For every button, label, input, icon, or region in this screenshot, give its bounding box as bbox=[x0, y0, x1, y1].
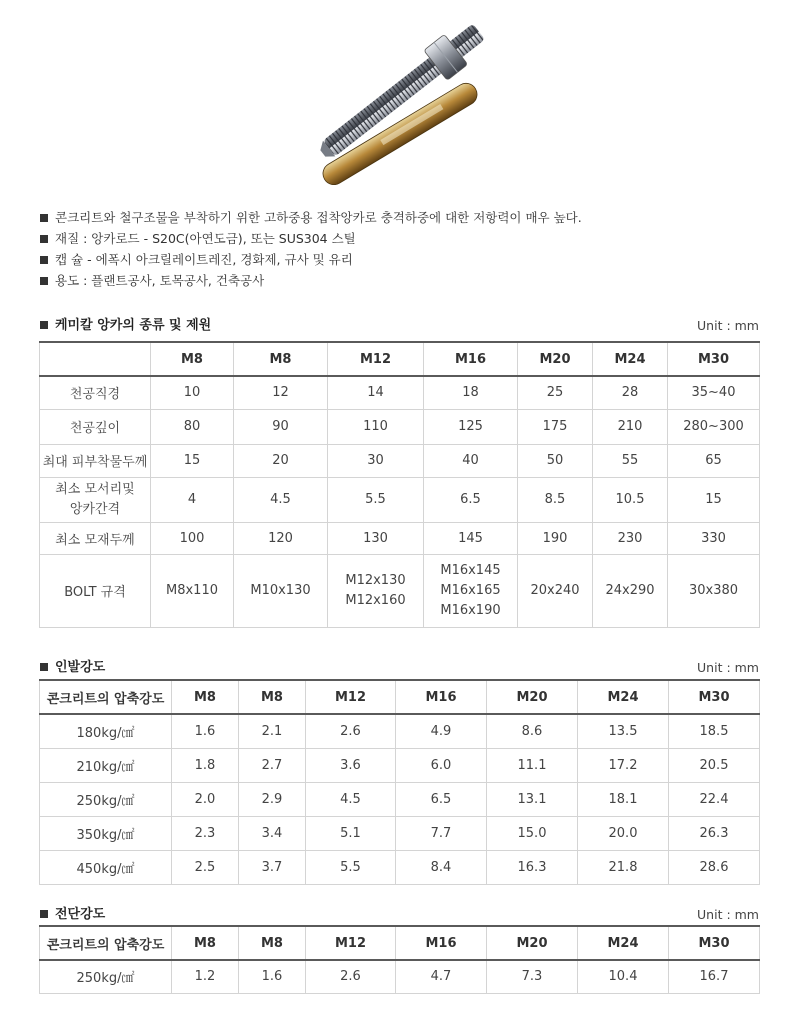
table-cell bbox=[328, 376, 424, 409]
row-label bbox=[40, 409, 151, 444]
table-cell bbox=[593, 444, 668, 477]
table-cell-line: M12x130 bbox=[345, 572, 406, 588]
table-cell bbox=[234, 444, 328, 477]
table-cell bbox=[518, 409, 593, 444]
table-cell-line: 18 bbox=[462, 385, 479, 401]
table-cell: 4.7 bbox=[396, 960, 487, 993]
table-cell bbox=[151, 477, 234, 522]
description-item: 콘크리트와 철구조물을 부착하기 위한 고하중용 접착앙카로 충격하중에 대한 저항력이 매우 높다. bbox=[40, 207, 760, 228]
column-header: M8 bbox=[234, 342, 328, 376]
strength-label: 350kg/㎠ bbox=[40, 816, 172, 850]
table-cell-line: M12x160 bbox=[345, 592, 406, 608]
column-header: M8 bbox=[172, 926, 239, 960]
table-cell: 16.3 bbox=[487, 850, 578, 884]
table-cell: 15.0 bbox=[487, 816, 578, 850]
bullet-square-icon bbox=[40, 663, 48, 671]
table-cell-line: 100 bbox=[179, 530, 205, 546]
table-cell-line: 130 bbox=[363, 530, 388, 546]
table-cell bbox=[518, 554, 593, 627]
table-cell-line: 55 bbox=[621, 453, 639, 468]
table-cell: 1.6 bbox=[239, 960, 306, 993]
pullout-unit-label: Unit : mm bbox=[697, 660, 759, 675]
table-cell: 1.8 bbox=[172, 748, 239, 782]
column-header: M12 bbox=[306, 680, 396, 714]
column-header: M30 bbox=[668, 342, 760, 376]
table-cell-line: 35~40 bbox=[691, 385, 736, 401]
column-header: M30 bbox=[669, 680, 760, 714]
row-label-line: 최대 피부착물두께 bbox=[42, 455, 148, 470]
table-cell bbox=[518, 376, 593, 409]
table-cell: 5.1 bbox=[306, 816, 396, 850]
table-row bbox=[40, 816, 760, 850]
table-cell: 3.6 bbox=[306, 748, 396, 782]
table-row bbox=[40, 444, 760, 477]
row-label-line: 천공직경 bbox=[69, 387, 121, 403]
bullet-square-icon bbox=[40, 256, 48, 264]
bullet-square-icon bbox=[40, 277, 48, 285]
table-cell: 18.1 bbox=[578, 782, 669, 816]
table-row bbox=[40, 376, 760, 409]
table-cell: 13.1 bbox=[487, 782, 578, 816]
table-row bbox=[40, 409, 760, 444]
column-header: M30 bbox=[669, 926, 760, 960]
strength-label: 250kg/㎠ bbox=[40, 782, 172, 816]
table-cell bbox=[424, 477, 518, 522]
table-cell: 2.3 bbox=[172, 816, 239, 850]
table-cell-line: 20x240 bbox=[530, 583, 580, 598]
table-cell-line: 14 bbox=[367, 385, 384, 401]
table-cell bbox=[151, 376, 234, 409]
table-cell: 2.5 bbox=[172, 850, 239, 884]
table-cell bbox=[518, 477, 593, 522]
table-cell bbox=[234, 376, 328, 409]
table-cell bbox=[424, 554, 518, 627]
table-cell-line: 6.5 bbox=[460, 492, 481, 507]
column-header: M16 bbox=[424, 342, 518, 376]
shear-section-title: 전단강도 bbox=[40, 906, 105, 924]
table-cell-line: 40 bbox=[462, 453, 479, 468]
table-cell bbox=[593, 376, 668, 409]
table-cell-line: 10.5 bbox=[615, 492, 645, 507]
table-cell-line: 110 bbox=[363, 419, 388, 434]
table-cell bbox=[424, 444, 518, 477]
bullet-square-icon bbox=[40, 321, 48, 329]
table-cell-line: 25 bbox=[546, 385, 564, 401]
strength-label: 180kg/㎠ bbox=[40, 714, 172, 748]
table-cell: 11.1 bbox=[487, 748, 578, 782]
column-header: M16 bbox=[396, 680, 487, 714]
table-cell bbox=[234, 477, 328, 522]
table-cell bbox=[234, 554, 328, 627]
table-cell-line: 125 bbox=[458, 419, 483, 434]
table-cell: 2.6 bbox=[306, 960, 396, 993]
column-header: M8 bbox=[239, 926, 306, 960]
spec-unit-label: Unit : mm bbox=[697, 318, 759, 333]
table-cell: 2.0 bbox=[172, 782, 239, 816]
table-cell-line: 50 bbox=[546, 453, 564, 468]
table-cell-line: 175 bbox=[542, 419, 568, 434]
chemical-anchor-image bbox=[304, 20, 504, 185]
table-cell bbox=[668, 376, 760, 409]
strength-label: 450kg/㎠ bbox=[40, 850, 172, 884]
table-cell bbox=[593, 409, 668, 444]
table-row bbox=[40, 960, 760, 993]
table-cell bbox=[328, 409, 424, 444]
table-cell-line: 90 bbox=[272, 419, 289, 434]
table-cell bbox=[668, 409, 760, 444]
table-cell bbox=[518, 522, 593, 554]
table-cell: 7.3 bbox=[487, 960, 578, 993]
table-cell-line: 12 bbox=[272, 385, 289, 401]
table-cell bbox=[593, 477, 668, 522]
table-cell: 13.5 bbox=[578, 714, 669, 748]
table-cell bbox=[668, 522, 760, 554]
table-cell-line: M16x145 bbox=[440, 562, 501, 578]
table-header-row bbox=[40, 926, 760, 960]
table-cell: 3.4 bbox=[239, 816, 306, 850]
table-cell: 2.6 bbox=[306, 714, 396, 748]
table-cell-line: M10x130 bbox=[250, 583, 311, 598]
table-cell-line: 120 bbox=[268, 530, 293, 546]
table-cell bbox=[234, 409, 328, 444]
column-header: M8 bbox=[172, 680, 239, 714]
bullet-square-icon bbox=[40, 235, 48, 243]
table-cell bbox=[518, 444, 593, 477]
column-header: M20 bbox=[487, 680, 578, 714]
spec-table bbox=[39, 341, 760, 628]
table-cell bbox=[668, 444, 760, 477]
table-row bbox=[40, 850, 760, 884]
table-cell-line: 330 bbox=[701, 530, 726, 546]
table-cell bbox=[328, 554, 424, 627]
column-header: 콘크리트의 압축강도 bbox=[40, 680, 172, 714]
shear-unit-label: Unit : mm bbox=[697, 907, 759, 922]
column-header bbox=[40, 342, 151, 376]
table-cell: 28.6 bbox=[669, 850, 760, 884]
table-cell bbox=[151, 522, 234, 554]
table-cell-line: 4.5 bbox=[270, 492, 291, 507]
table-cell: 10.4 bbox=[578, 960, 669, 993]
table-cell bbox=[328, 477, 424, 522]
column-header: M24 bbox=[593, 342, 668, 376]
table-cell-line: 230 bbox=[617, 530, 643, 546]
table-cell-line: M16x165 bbox=[440, 582, 501, 598]
table-row bbox=[40, 748, 760, 782]
table-cell bbox=[424, 409, 518, 444]
table-cell: 2.7 bbox=[239, 748, 306, 782]
bullet-square-icon bbox=[40, 910, 48, 918]
table-row bbox=[40, 522, 760, 554]
row-label bbox=[40, 522, 151, 554]
table-cell bbox=[668, 477, 760, 522]
table-cell bbox=[151, 444, 234, 477]
table-cell: 6.5 bbox=[396, 782, 487, 816]
table-cell-line: 15 bbox=[183, 453, 201, 468]
table-cell: 4.5 bbox=[306, 782, 396, 816]
column-header: M8 bbox=[239, 680, 306, 714]
column-header: M20 bbox=[487, 926, 578, 960]
row-label-line: 천공깊이 bbox=[69, 421, 121, 436]
row-label bbox=[40, 477, 151, 522]
row-label bbox=[40, 444, 151, 477]
table-cell: 16.7 bbox=[669, 960, 760, 993]
column-header: M20 bbox=[518, 342, 593, 376]
column-header: M12 bbox=[306, 926, 396, 960]
table-cell bbox=[593, 522, 668, 554]
table-cell: 1.6 bbox=[172, 714, 239, 748]
table-cell bbox=[668, 554, 760, 627]
table-cell: 17.2 bbox=[578, 748, 669, 782]
row-label-line: 최소 모서리및 bbox=[55, 481, 135, 497]
table-cell bbox=[328, 522, 424, 554]
product-description-list bbox=[40, 207, 760, 291]
table-cell: 18.5 bbox=[669, 714, 760, 748]
table-cell: 3.7 bbox=[239, 850, 306, 884]
strength-label: 250kg/㎠ bbox=[40, 960, 172, 993]
pullout-section-title: 인발강도 bbox=[40, 659, 105, 677]
table-cell: 20.0 bbox=[578, 816, 669, 850]
column-header: M8 bbox=[151, 342, 234, 376]
bullet-square-icon bbox=[40, 214, 48, 222]
spec-section-title: 케미칼 앙카의 종류 및 제원 bbox=[40, 317, 211, 335]
table-header-row bbox=[40, 342, 760, 376]
table-row bbox=[40, 477, 760, 522]
description-item: 캡 슐 - 에폭시 아크릴레이트레진, 경화제, 규사 및 유리 bbox=[40, 249, 760, 270]
strength-label: 210kg/㎠ bbox=[40, 748, 172, 782]
table-cell: 8.4 bbox=[396, 850, 487, 884]
table-cell bbox=[424, 522, 518, 554]
table-cell-line: M16x190 bbox=[440, 602, 501, 618]
row-label bbox=[40, 554, 151, 627]
shear-table bbox=[39, 925, 760, 994]
row-label-line: BOLT 규격 bbox=[64, 585, 126, 600]
table-cell bbox=[151, 554, 234, 627]
table-cell: 6.0 bbox=[396, 748, 487, 782]
column-header: M12 bbox=[328, 342, 424, 376]
table-cell: 1.2 bbox=[172, 960, 239, 993]
table-cell bbox=[424, 376, 518, 409]
table-row bbox=[40, 714, 760, 748]
row-label-line: 최소 모재두께 bbox=[55, 532, 135, 548]
table-row bbox=[40, 782, 760, 816]
row-label-line: 앙카간격 bbox=[69, 501, 121, 517]
table-cell-line: 30x380 bbox=[688, 583, 739, 598]
table-cell-line: 80 bbox=[183, 419, 201, 434]
table-cell: 8.6 bbox=[487, 714, 578, 748]
table-cell-line: 4 bbox=[187, 492, 197, 507]
table-cell-line: 210 bbox=[617, 419, 643, 434]
table-cell-line: 280~300 bbox=[683, 419, 744, 434]
column-header: M24 bbox=[578, 926, 669, 960]
table-cell: 26.3 bbox=[669, 816, 760, 850]
table-cell: 2.1 bbox=[239, 714, 306, 748]
table-cell-line: 24x290 bbox=[605, 583, 655, 598]
table-cell: 4.9 bbox=[396, 714, 487, 748]
table-cell-line: M8x110 bbox=[166, 583, 218, 598]
table-cell-line: 28 bbox=[621, 385, 639, 401]
table-cell: 5.5 bbox=[306, 850, 396, 884]
table-cell-line: 5.5 bbox=[365, 492, 386, 507]
description-item: 용도 : 플랜트공사, 토목공사, 건축공사 bbox=[40, 270, 760, 291]
table-cell: 7.7 bbox=[396, 816, 487, 850]
table-cell-line: 145 bbox=[458, 530, 483, 546]
table-header-row bbox=[40, 680, 760, 714]
table-cell: 20.5 bbox=[669, 748, 760, 782]
table-cell: 21.8 bbox=[578, 850, 669, 884]
table-cell bbox=[151, 409, 234, 444]
table-cell bbox=[593, 554, 668, 627]
row-label bbox=[40, 376, 151, 409]
column-header: M16 bbox=[396, 926, 487, 960]
table-cell-line: 10 bbox=[183, 385, 201, 401]
table-cell bbox=[234, 522, 328, 554]
column-header: M24 bbox=[578, 680, 669, 714]
column-header: 콘크리트의 압축강도 bbox=[40, 926, 172, 960]
table-row bbox=[40, 554, 760, 627]
table-cell-line: 8.5 bbox=[544, 492, 566, 507]
description-item: 재질 : 앙카로드 - S20C(아연도금), 또는 SUS304 스틸 bbox=[40, 228, 760, 249]
table-cell: 2.9 bbox=[239, 782, 306, 816]
table-cell-line: 65 bbox=[705, 453, 722, 468]
table-cell-line: 30 bbox=[367, 453, 384, 468]
table-cell bbox=[328, 444, 424, 477]
table-cell-line: 190 bbox=[542, 530, 568, 546]
table-cell-line: 20 bbox=[272, 453, 289, 468]
table-cell: 22.4 bbox=[669, 782, 760, 816]
table-cell-line: 15 bbox=[705, 492, 722, 507]
pullout-table bbox=[39, 679, 760, 885]
